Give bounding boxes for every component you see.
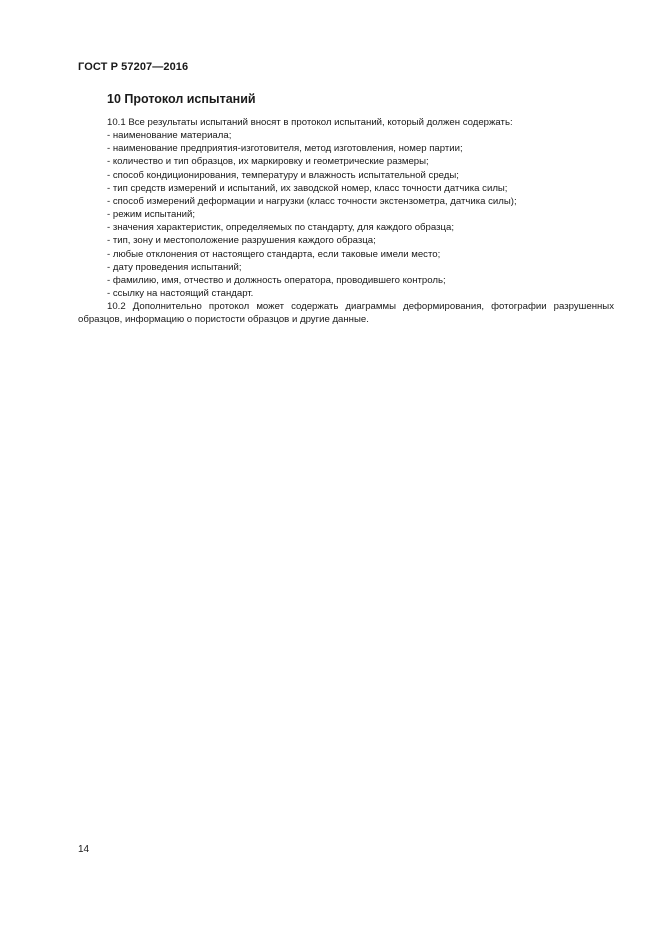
list-item: - ссылку на настоящий стандарт. [107,288,254,300]
list-item: - режим испытаний; [107,209,196,221]
paragraph-10-1: 10.1 Все результаты испытаний вносят в протокол испытаний, который должен содержать: [107,117,513,128]
document-header: ГОСТ Р 57207—2016 [78,61,189,73]
protocol-contents-list [78,129,614,300]
section-title: 10 Протокол испытаний [107,92,256,106]
list-item: - тип, зону и местоположение разрушения каждого образца; [107,235,376,247]
list-item: - дату проведения испытаний; [107,261,242,273]
list-item: - наименование материала; [107,130,232,142]
list-item: - значения характеристик, определяемых по стандарту, для каждого образца; [107,222,454,234]
list-item: - количество и тип образцов, их маркировку и геометрические размеры; [107,156,429,168]
paragraph-10-2: 10.2 Дополнительно протокол может содержать диаграммы деформирования, фотографии разрушенных образцов, информацию о пористости образцов и другие данные. [78,301,614,326]
list-item: - любые отклонения от настоящего стандарта, если таковые имели место; [107,248,441,260]
list-item: - способ измерений деформации и нагрузки (класс точности экстензометра, датчика силы); [107,195,517,207]
list-item: - фамилию, имя, отчество и должность оператора, проводившего контроль; [107,274,446,286]
section-body [78,116,614,327]
list-item: - тип средств измерений и испытаний, их заводской номер, класс точности датчика силы; [107,182,508,194]
list-item: - способ кондиционирования, температуру и влажность испытательной среды; [107,169,459,181]
page-number: 14 [78,844,90,855]
list-item: - наименование предприятия-изготовителя, метод изготовления, номер партии; [107,143,463,155]
